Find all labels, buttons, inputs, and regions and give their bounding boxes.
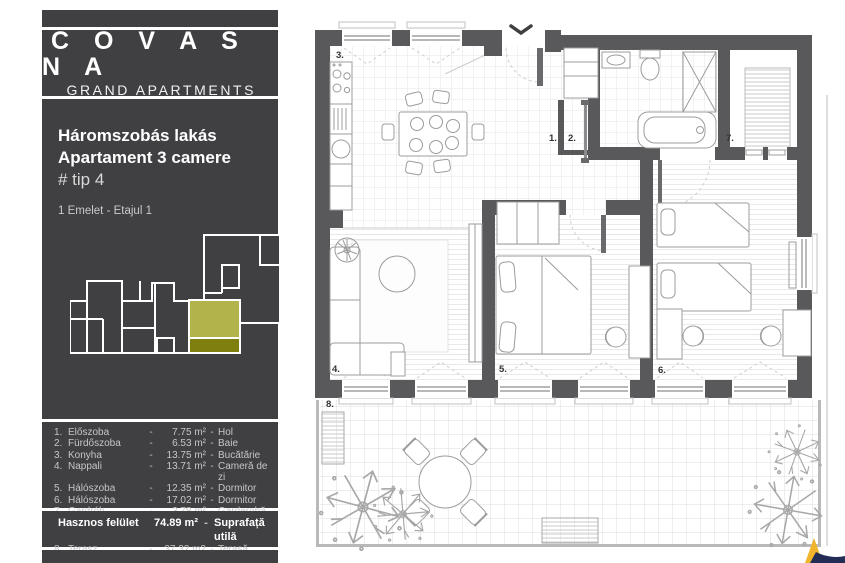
room-number: 4.: [54, 460, 63, 472]
room-name-hu: Hálószoba: [68, 494, 116, 506]
room-number: 5.: [54, 483, 63, 495]
room-name-ro: Cameră de zi: [218, 460, 268, 484]
closet-slider-1: [746, 150, 762, 155]
bench-1: [322, 412, 344, 464]
room-name-hu: Fürdőszoba: [68, 438, 121, 450]
sink: [602, 52, 630, 68]
wardrobe-rail: [745, 68, 790, 150]
dash: -: [149, 483, 153, 495]
brand-subtitle: GRAND APARTMENTS: [66, 82, 257, 99]
room-area: 17.02 m²: [166, 494, 206, 506]
dash: -: [149, 427, 153, 438]
totals-block: [42, 511, 278, 547]
closet-slider-2: [769, 150, 785, 155]
room-list-item: [54, 450, 268, 461]
dash: -: [210, 438, 214, 450]
dash: -: [210, 494, 214, 506]
room-list: [42, 422, 278, 508]
room-list-item: [54, 438, 268, 449]
dash: -: [210, 460, 214, 472]
desk-2: [783, 310, 811, 356]
room-name-ro: Dormitor: [218, 494, 257, 506]
room-area: 13.75 m²: [166, 449, 206, 461]
room-name-ro: Dormitor: [218, 483, 257, 495]
wardrobe: [497, 202, 559, 244]
sidebar-bottom-bar: [42, 550, 278, 563]
listing-title-ro: Apartament 3 camere: [58, 148, 231, 167]
room-number: 1.: [54, 427, 63, 438]
dash: -: [210, 449, 214, 461]
brand-name: C O V A S N A: [42, 26, 247, 81]
sidebar-top-bar: [42, 10, 278, 27]
hall-closet: [564, 48, 598, 98]
label-living: 4.: [332, 364, 340, 375]
kitchen-counter: [330, 62, 352, 210]
room-number: 2.: [54, 438, 63, 450]
brand-block: [42, 26, 278, 99]
label-bedroom1: 5.: [499, 364, 507, 375]
highlighted-unit-upper: [189, 300, 240, 338]
total-label-hu: Hasznos felület: [58, 517, 139, 529]
room-name-hu: Nappali: [68, 460, 102, 472]
room-list-item: [54, 483, 268, 494]
room-list-item: [54, 427, 268, 438]
bench-2: [542, 518, 598, 543]
toilet-bowl: [641, 58, 659, 80]
label-hall: 1.: [549, 133, 557, 144]
dash: -: [210, 427, 214, 438]
dash: -: [210, 483, 214, 495]
room-name-ro: Baie: [218, 438, 239, 450]
bedroom1-door-leaf: [601, 215, 606, 253]
total-area: 74.89 m²: [153, 517, 198, 529]
room-list-item: [54, 461, 268, 484]
side-table: [391, 352, 405, 376]
dash: -: [204, 517, 208, 529]
room-name-hu: Konyha: [68, 449, 102, 461]
desk: [629, 266, 650, 358]
listing-floor: 1 Emelet - Etajul 1: [58, 205, 152, 217]
label-wardrobe: 7.: [726, 133, 734, 144]
dash: -: [149, 438, 153, 450]
pillow: [499, 321, 517, 352]
rug: [352, 240, 448, 352]
total-area-row: [54, 516, 268, 544]
terrace-table: [419, 456, 471, 508]
listing-title-hu: Háromszobás lakás: [58, 126, 217, 145]
pillow: [661, 270, 675, 298]
dash: -: [149, 494, 153, 506]
room-name-hu: Előszoba: [68, 427, 110, 438]
bathroom-sliding-door: [584, 103, 587, 160]
label-bath: 2.: [568, 133, 576, 144]
label-bedroom2: 6.: [658, 365, 666, 376]
room-area: 12.35 m²: [166, 483, 206, 495]
room-area: 7.75 m²: [172, 427, 206, 438]
label-terrace: 8.: [326, 399, 334, 410]
room-name-ro: Hol: [218, 427, 234, 438]
sidebar: [42, 10, 278, 563]
listing-type-tag: # tip 4: [58, 170, 105, 189]
dash: -: [149, 449, 153, 461]
dash: -: [149, 460, 153, 472]
total-label-ro: Suprafață utilă: [214, 517, 265, 543]
listing-info-block: [42, 99, 278, 419]
room-area: 13.71 m²: [166, 460, 206, 472]
bedroom2-door-leaf: [658, 160, 662, 206]
toilet-tank: [640, 50, 660, 58]
room-name-ro: Bucătărie: [218, 449, 261, 461]
room-name-hu: Hálószoba: [68, 483, 116, 495]
entry-door-leaf: [537, 48, 543, 86]
entry-chevron-icon: [511, 26, 531, 33]
room-number: 3.: [54, 449, 63, 461]
label-kitchen: 3.: [336, 50, 344, 61]
room-number: 6.: [54, 494, 63, 506]
room-list-item: [54, 495, 268, 506]
desk-1: [657, 309, 682, 359]
pillow: [499, 261, 517, 292]
highlighted-unit-lower: [189, 338, 240, 353]
pillow: [661, 209, 675, 235]
site-plan-minimap: [70, 233, 282, 355]
room-area: 6.53 m²: [172, 438, 206, 450]
